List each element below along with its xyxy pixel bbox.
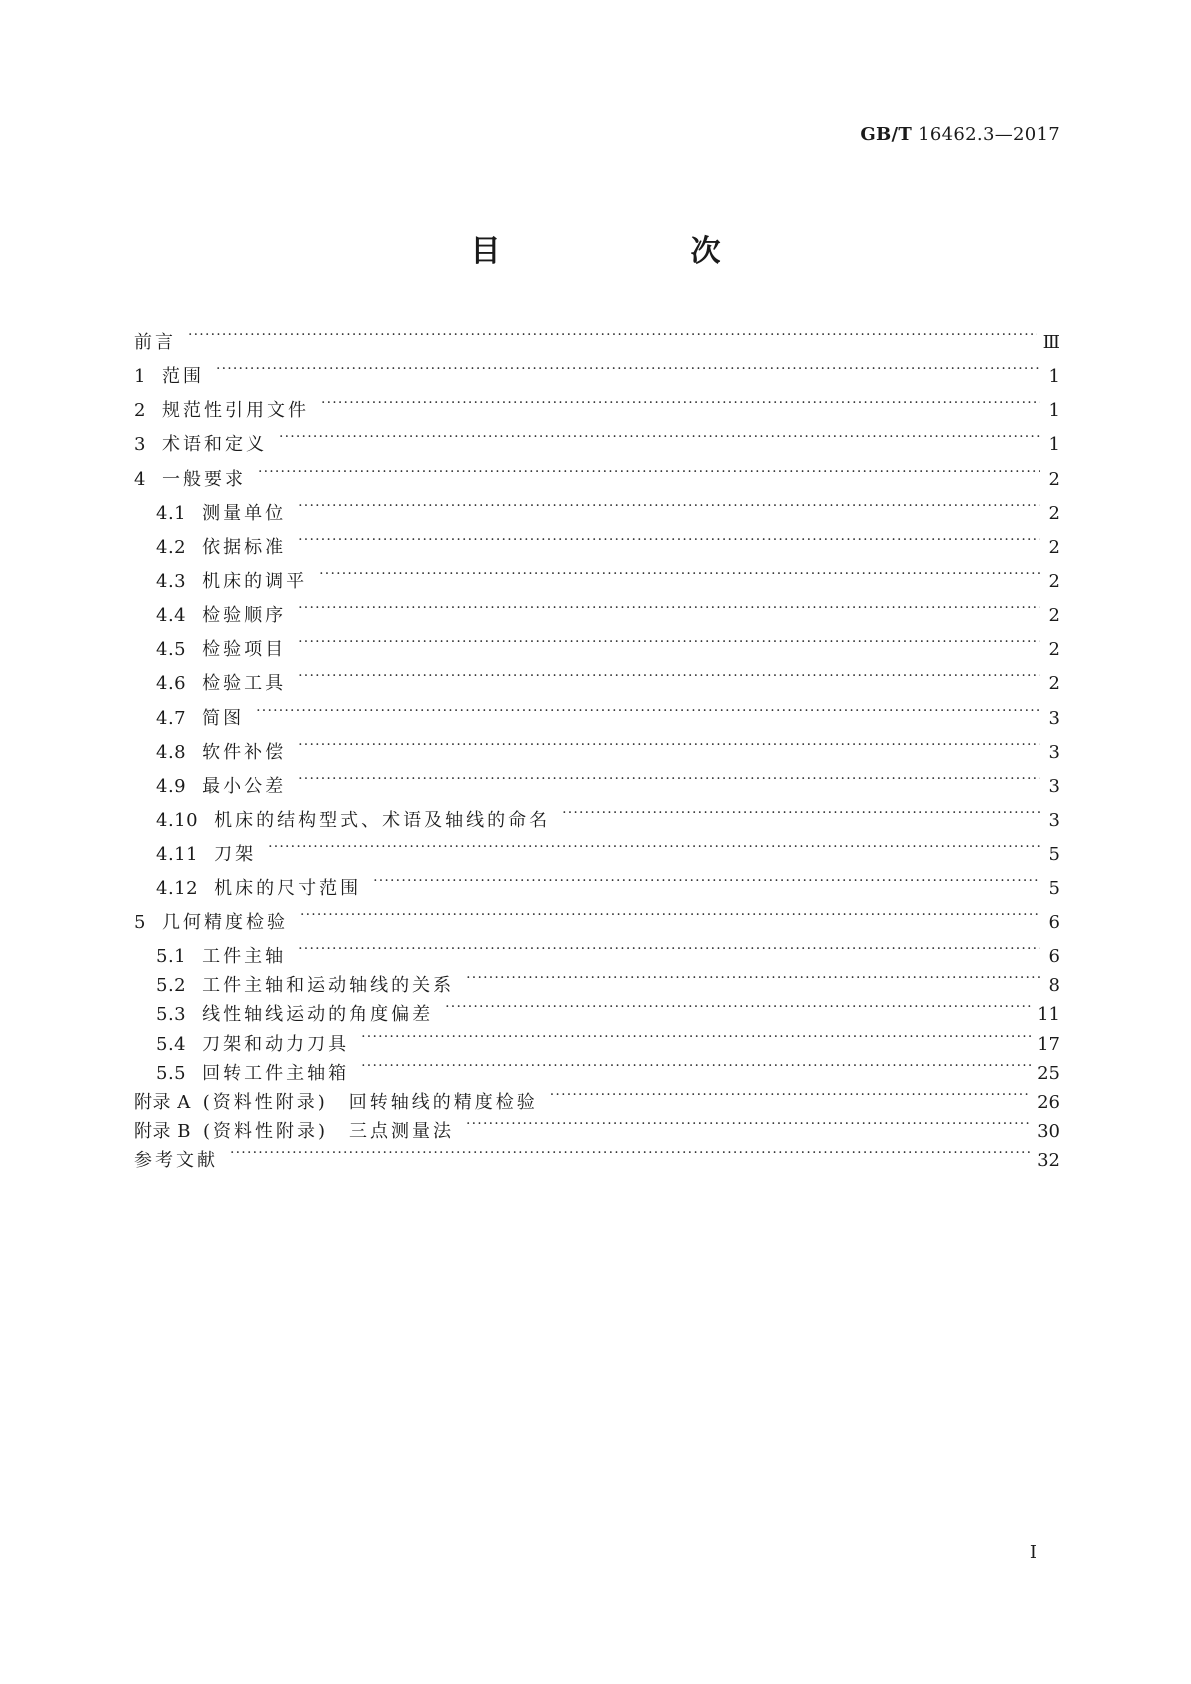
toc-leader-dots (256, 698, 1040, 724)
toc-entry-number: 4.10 (156, 810, 199, 831)
toc-entry[interactable] (134, 698, 1060, 729)
toc-entry[interactable] (134, 868, 1060, 899)
toc-entry-page: 17 (1037, 1034, 1060, 1055)
toc-entry-number: 4.12 (156, 878, 199, 899)
toc-entry-label: (资料性附录) 回转轴线的精度检验 (202, 1092, 538, 1113)
toc-entry-page: 2 (1048, 673, 1060, 694)
toc-entry-label: 几何精度检验 (161, 912, 288, 933)
toc-entry-label: 最小公差 (202, 776, 287, 797)
toc-entry-number: 5.3 (156, 1004, 187, 1025)
toc-leader-dots (279, 424, 1040, 450)
toc-leader-dots (298, 493, 1040, 519)
toc-title: 目 次 (470, 234, 801, 269)
toc-entry[interactable] (134, 1111, 1060, 1142)
toc-entry-number: 4.3 (156, 571, 187, 592)
toc-entry[interactable] (134, 834, 1060, 865)
toc-entry-page: 2 (1048, 469, 1060, 490)
toc-entry[interactable] (134, 994, 1060, 1025)
toc-entry-label: 简图 (202, 708, 245, 729)
toc-entry[interactable] (134, 356, 1060, 387)
toc-leader-dots (268, 834, 1040, 860)
toc-leader-dots (361, 1053, 1031, 1079)
toc-leader-dots (298, 595, 1040, 621)
toc-entry[interactable] (134, 527, 1060, 558)
toc-entry[interactable] (134, 1082, 1060, 1113)
toc-entry-label: 刀架和动力刀具 (202, 1034, 350, 1055)
toc-entry-page: 26 (1037, 1092, 1060, 1113)
toc-entry-number: 4.5 (156, 639, 187, 660)
toc-entry-page: Ⅲ (1042, 332, 1060, 353)
toc-entry[interactable] (134, 629, 1060, 660)
toc-entry-label: 依据标准 (202, 537, 287, 558)
toc-entry-number: 4.4 (156, 605, 187, 626)
toc-entry[interactable] (134, 902, 1060, 933)
toc-entry[interactable] (134, 965, 1060, 996)
toc-entry-page: 2 (1048, 639, 1060, 660)
toc-entry-label: 机床的尺寸范围 (214, 878, 362, 899)
toc-entry-number: 附录 B (134, 1121, 191, 1142)
toc-entry-page: 5 (1048, 844, 1060, 865)
toc-entry-label: 检验工具 (202, 673, 287, 694)
toc-leader-dots (319, 561, 1040, 587)
toc-entry-page: 3 (1048, 776, 1060, 797)
toc-entry[interactable] (134, 663, 1060, 694)
toc-entry-label: 一般要求 (161, 469, 246, 490)
toc-entry-number: 5 (134, 912, 146, 933)
toc-entry-number: 附录 A (134, 1092, 191, 1113)
toc-entry-label: 测量单位 (202, 503, 287, 524)
toc-entry-label: 机床的调平 (202, 571, 308, 592)
toc-entry-number: 4 (134, 469, 146, 490)
toc-entry-number: 4.2 (156, 537, 187, 558)
toc-entry-page: 3 (1048, 810, 1060, 831)
toc-entry-page: 5 (1048, 878, 1060, 899)
toc-entry-number: 4.9 (156, 776, 187, 797)
toc-entry-number: 5.2 (156, 975, 187, 996)
toc-entry-number: 2 (134, 400, 146, 421)
toc-entry-number: 4.8 (156, 742, 187, 763)
toc-leader-dots (298, 527, 1040, 553)
toc-leader-dots (550, 1082, 1031, 1108)
toc-leader-dots (216, 356, 1040, 382)
toc-leader-dots (466, 965, 1040, 991)
toc-entry-page: 3 (1048, 708, 1060, 729)
toc-leader-dots (562, 800, 1040, 826)
toc-entry-label: 刀架 (214, 844, 257, 865)
toc-entry-page: 2 (1048, 605, 1060, 626)
toc-entry-number: 5.5 (156, 1063, 187, 1084)
toc-entry[interactable] (134, 1024, 1060, 1055)
toc-entry-number: 5.4 (156, 1034, 187, 1055)
standard-number: 16462.3—2017 (918, 124, 1060, 145)
toc-entry-number: 3 (134, 434, 146, 455)
toc-leader-dots (298, 629, 1040, 655)
toc-entry-label: 检验项目 (202, 639, 287, 660)
toc-entry-label: 检验顺序 (202, 605, 287, 626)
toc-entry-page: 6 (1048, 912, 1060, 933)
toc-entry-label: 机床的结构型式、术语及轴线的命名 (214, 810, 551, 831)
toc-entry-page: 32 (1037, 1150, 1060, 1171)
toc-entry-label: 范围 (161, 366, 204, 387)
toc-entry[interactable] (134, 493, 1060, 524)
toc-entry-page: 1 (1048, 434, 1060, 455)
toc-entry[interactable] (134, 936, 1060, 967)
toc-entry[interactable] (134, 732, 1060, 763)
toc-entry-label: 规范性引用文件 (161, 400, 309, 421)
toc-entry-page: 25 (1037, 1063, 1060, 1084)
document-header (860, 124, 1060, 145)
toc-entry[interactable] (134, 459, 1060, 490)
toc-entry[interactable] (134, 800, 1060, 831)
toc-entry-label: 回转工件主轴箱 (202, 1063, 350, 1084)
toc-entry-label: 参考文献 (134, 1150, 218, 1171)
toc-entry-number: 4.7 (156, 708, 187, 729)
standard-code: GB/T (860, 124, 913, 145)
toc-entry[interactable] (134, 424, 1060, 455)
toc-entry-label: (资料性附录) 三点测量法 (202, 1121, 454, 1142)
toc-entry[interactable] (134, 766, 1060, 797)
toc-leader-dots (298, 936, 1040, 962)
toc-entry-label: 工件主轴 (202, 946, 287, 967)
toc-entry[interactable] (134, 1053, 1060, 1084)
page-number: I (1029, 1542, 1037, 1563)
toc-entry[interactable] (134, 561, 1060, 592)
toc-entry-label: 线性轴线运动的角度偏差 (202, 1004, 434, 1025)
toc-entry-number: 5.1 (156, 946, 187, 967)
toc-leader-dots (230, 1140, 1031, 1166)
toc-entry-number: 1 (134, 366, 146, 387)
toc-entry[interactable] (134, 595, 1060, 626)
toc-entry-label: 术语和定义 (161, 434, 267, 455)
toc-leader-dots (188, 322, 1037, 348)
toc-entry-label: 前言 (134, 332, 176, 353)
toc-leader-dots (258, 459, 1040, 485)
toc-entry-page: 2 (1048, 571, 1060, 592)
toc-leader-dots (466, 1111, 1031, 1137)
toc-entry-number: 4.6 (156, 673, 187, 694)
toc-entry-number: 4.11 (156, 844, 199, 865)
toc-entry[interactable] (134, 322, 1060, 353)
toc-entry-number: 4.1 (156, 503, 187, 524)
toc-entry[interactable] (134, 390, 1060, 421)
toc-entry-page: 6 (1048, 946, 1060, 967)
toc-leader-dots (321, 390, 1040, 416)
toc-entry-page: 2 (1048, 503, 1060, 524)
toc-entry-page: 8 (1048, 975, 1060, 996)
toc-entry-page: 1 (1048, 400, 1060, 421)
toc-entry-page: 11 (1037, 1004, 1060, 1025)
toc-entry-page: 30 (1037, 1121, 1060, 1142)
toc-entry-page: 2 (1048, 537, 1060, 558)
toc-leader-dots (361, 1024, 1031, 1050)
toc-entry-page: 3 (1048, 742, 1060, 763)
toc-leader-dots (373, 868, 1040, 894)
toc-leader-dots (300, 902, 1040, 928)
toc-leader-dots (298, 766, 1040, 792)
toc-entry-label: 工件主轴和运动轴线的关系 (202, 975, 455, 996)
toc-entry-label: 软件补偿 (202, 742, 287, 763)
toc-entry[interactable] (134, 1140, 1060, 1171)
toc-leader-dots (298, 732, 1040, 758)
toc-leader-dots (445, 994, 1031, 1020)
toc-leader-dots (298, 663, 1040, 689)
toc-entry-page: 1 (1048, 366, 1060, 387)
